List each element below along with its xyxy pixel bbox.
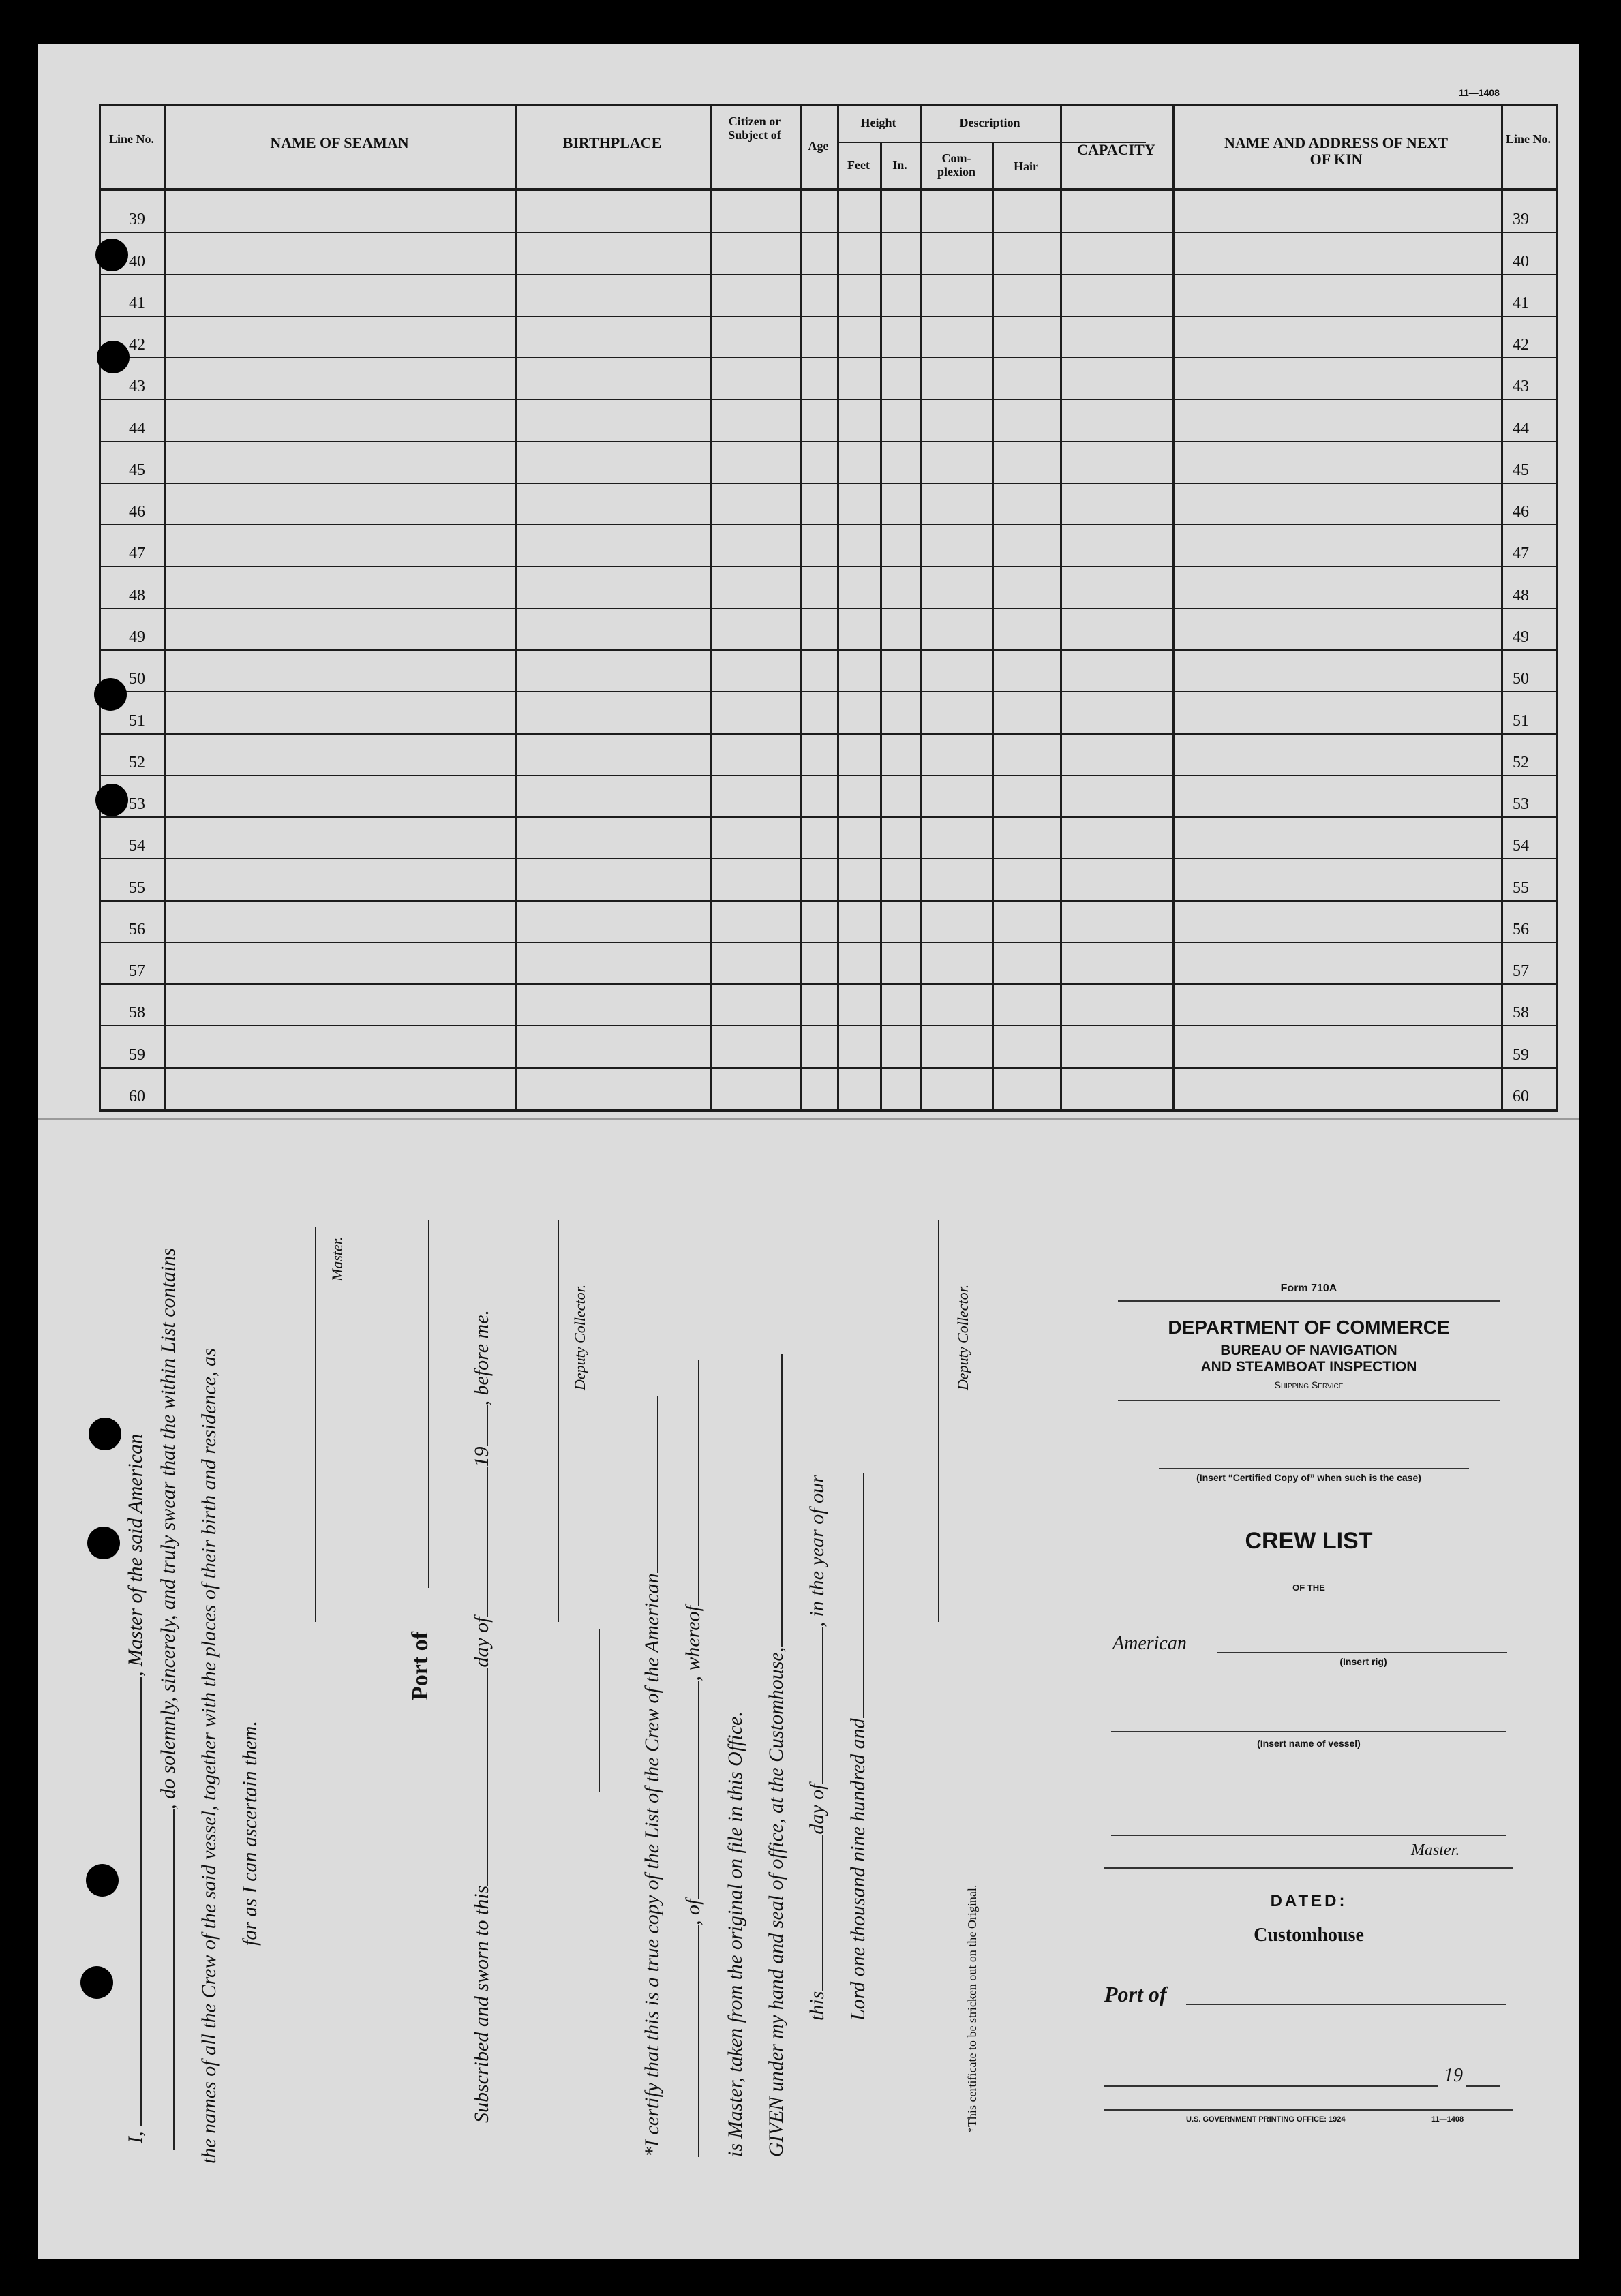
row-number-right: 45 (1513, 461, 1529, 479)
table-bottom-rule (99, 1109, 1558, 1112)
row-number-left: 55 (129, 878, 145, 897)
row-rule (99, 733, 1558, 735)
oath-text: day of (470, 1617, 493, 1668)
row-number-right: 49 (1513, 628, 1529, 646)
row-number-right: 40 (1513, 252, 1529, 271)
row-number-left: 56 (129, 920, 145, 938)
punch-hole (97, 341, 130, 373)
oath-line-1 (124, 1434, 147, 2143)
certify-line-4 (765, 1354, 788, 2157)
oath-line-3: the names of all the Crew of the said vessel, together with the places of their birth and residence, as (198, 1348, 220, 2164)
row-number-left: 58 (129, 1004, 145, 1022)
cover-date-blank (1104, 2085, 1438, 2087)
fold-line (38, 1118, 1579, 1120)
deputy-signature-line (558, 1220, 559, 1622)
header-line-no: Line No. (108, 132, 154, 146)
row-number-left: 42 (129, 336, 145, 354)
blank (173, 1809, 175, 2150)
cover-insert-rig: (Insert rig) (1339, 1656, 1387, 1667)
cover-form-number: Form 710A (1280, 1283, 1337, 1294)
row-number-left: 46 (129, 503, 145, 521)
blank (822, 1835, 823, 1991)
row-number-right: 58 (1513, 1004, 1529, 1022)
row-number-left: 47 (129, 545, 145, 563)
row-rule (99, 775, 1558, 776)
row-rule (99, 483, 1558, 484)
punch-hole (89, 1418, 121, 1450)
row-rule (99, 816, 1558, 818)
header-inches: In. (892, 158, 907, 172)
row-number-left: 43 (129, 378, 145, 396)
row-number-right: 53 (1513, 795, 1529, 814)
cover-dated: DATED: (1270, 1892, 1348, 1910)
oath-text: , in the year of our (806, 1475, 828, 1627)
row-rule (99, 566, 1558, 567)
blank (698, 1360, 699, 1606)
oath-text: , of (682, 1899, 704, 1925)
header-capacity: CAPACITY (1077, 141, 1155, 158)
cover-department: DEPARTMENT OF COMMERCE (1168, 1317, 1450, 1338)
punch-hole (87, 1527, 120, 1559)
oath-line-2 (157, 1248, 180, 2150)
row-rule (99, 608, 1558, 609)
row-number-left: 57 (129, 962, 145, 981)
row-number-left: 59 (129, 1045, 145, 1064)
cover-cert-blank (1159, 1468, 1469, 1469)
punch-hole (86, 1864, 119, 1897)
row-number-right: 56 (1513, 920, 1529, 938)
row-rule (99, 1025, 1558, 1026)
certify-line-1 (641, 1396, 664, 2157)
cover-bureau-1: BUREAU OF NAVIGATION (1220, 1343, 1397, 1358)
row-rule (99, 524, 1558, 525)
row-number-left: 40 (129, 252, 145, 271)
row-rule (99, 274, 1558, 275)
row-rule (99, 441, 1558, 442)
punch-hole (94, 678, 127, 711)
footnote: *This certificate to be stricken out on the Original. (965, 1884, 979, 2133)
port-blank (428, 1220, 429, 1588)
row-number-left: 45 (129, 461, 145, 479)
blank (140, 1677, 142, 2126)
row-number-right: 46 (1513, 503, 1529, 521)
header-description: Description (959, 116, 1020, 129)
cover-year-19: 19 (1444, 2065, 1463, 2086)
oath-text: Subscribed and sworn to this (470, 1885, 493, 2123)
punch-hole (80, 1966, 113, 1999)
oath-text: GIVEN under my hand and seal of office, at the Customhouse, (765, 1647, 787, 2157)
row-rule (99, 983, 1558, 985)
row-number-right: 43 (1513, 378, 1529, 396)
certify-line-6 (847, 1473, 870, 2021)
cover-insert-cert-note: (Insert “Certified Copy of” when such is the case) (1196, 1472, 1421, 1483)
cover-printer-imprint: U.S. GOVERNMENT PRINTING OFFICE: 1924 (1186, 2115, 1346, 2124)
row-rule (99, 316, 1558, 317)
row-number-left: 50 (129, 670, 145, 688)
blank (698, 1681, 699, 1899)
header-height: Height (860, 116, 896, 129)
oath-text: I, (124, 2126, 147, 2143)
cover-vessel-blank (1111, 1731, 1506, 1732)
seal-line (599, 1629, 600, 1792)
oath-text: Lord one thousand nine hundred and (847, 1718, 869, 2021)
vrule (992, 143, 994, 1112)
master-label: Master. (329, 1236, 346, 1281)
oath-line-4: far as I can ascertain them. (239, 1721, 261, 1946)
certify-line-2 (682, 1360, 705, 2157)
punch-hole (95, 784, 128, 816)
row-rule (99, 357, 1558, 358)
certify-line-5 (806, 1475, 829, 2021)
cover-insert-vessel: (Insert name of vessel) (1257, 1738, 1361, 1749)
cover-rule (1104, 1867, 1513, 1869)
punch-hole (95, 239, 128, 271)
row-number-left: 48 (129, 586, 145, 604)
table-top-rule (99, 104, 1558, 106)
row-number-right: 60 (1513, 1088, 1529, 1105)
blank (863, 1473, 864, 1718)
row-number-right: 48 (1513, 586, 1529, 604)
row-number-right: 54 (1513, 837, 1529, 855)
row-rule (99, 1067, 1558, 1069)
oath-text: day of (806, 1784, 828, 1835)
row-number-right: 55 (1513, 878, 1529, 897)
oath-text: 19 (470, 1446, 493, 1467)
header-feet: Feet (847, 158, 870, 172)
oath-text: , before me. (470, 1309, 493, 1406)
oath-text: , do solemnly, sincerely, and truly swear that the within List contains (157, 1248, 179, 1809)
table-header-rule (99, 188, 1558, 191)
form-number-top: 11—1408 (1459, 87, 1500, 98)
master-signature-line (315, 1227, 316, 1622)
deputy-collector-label-1: Deputy Collector. (571, 1284, 588, 1390)
blank (487, 1405, 488, 1446)
row-number-right: 41 (1513, 294, 1529, 312)
cover-crew-list-title: CREW LIST (1245, 1528, 1373, 1554)
header-complexion: Com-plexion (937, 151, 975, 179)
crew-table (99, 104, 1558, 1112)
row-rule (99, 649, 1558, 651)
row-rule (99, 399, 1558, 400)
cover-rule (1118, 1400, 1500, 1401)
row-rule (99, 900, 1558, 902)
subscribed-line (470, 1310, 494, 2123)
blank (822, 1627, 823, 1784)
blank (781, 1354, 783, 1647)
blank (698, 1925, 699, 2157)
row-number-right: 44 (1513, 419, 1529, 438)
row-number-right: 51 (1513, 711, 1529, 730)
row-number-right: 52 (1513, 753, 1529, 771)
cover-american: American (1112, 1633, 1187, 1654)
row-number-right: 57 (1513, 962, 1529, 981)
header-name-of-seaman: NAME OF SEAMAN (270, 134, 409, 151)
header-line-no-right: Line No. (1505, 132, 1551, 146)
cover-rule (1118, 1300, 1500, 1302)
row-number-left: 52 (129, 753, 145, 771)
row-number-right: 39 (1513, 211, 1529, 229)
vrule (880, 143, 882, 1112)
cover-of-the: OF THE (1292, 1582, 1325, 1593)
oath-text: *I certify that this is a true copy of the List of the Crew of the American (641, 1573, 663, 2157)
row-number-left: 54 (129, 837, 145, 855)
header-citizen: Citizen or Subject of (728, 114, 781, 142)
oath-text: , whereof (682, 1606, 704, 1681)
row-number-left: 51 (129, 711, 145, 730)
header-next-of-kin: NAME AND ADDRESS OF NEXT OF KIN (1224, 134, 1448, 168)
row-rule (99, 942, 1558, 943)
cover-rig-blank (1217, 1652, 1507, 1653)
row-number-left: 44 (129, 419, 145, 438)
certify-line-3: is Master, taken from the original on file in this Office. (724, 1711, 746, 2157)
header-birthplace: BIRTHPLACE (562, 134, 662, 151)
row-number-left: 39 (129, 211, 145, 229)
cover-bureau-2: AND STEAMBOAT INSPECTION (1200, 1359, 1417, 1375)
cover-customhouse: Customhouse (1254, 1925, 1364, 1946)
row-number-right: 50 (1513, 670, 1529, 688)
row-number-left: 41 (129, 294, 145, 312)
oath-text: this (806, 1991, 828, 2021)
row-rule (99, 858, 1558, 859)
cover-year-blank (1466, 2085, 1500, 2087)
header-age: Age (808, 139, 829, 153)
row-number-right: 47 (1513, 545, 1529, 563)
row-number-right: 59 (1513, 1045, 1529, 1064)
cover-rule (1104, 2109, 1513, 2111)
oath-text: , Master of the said American (124, 1433, 147, 1677)
header-hair: Hair (1014, 159, 1038, 173)
deputy-collector-label-2: Deputy Collector. (954, 1284, 971, 1390)
blank (657, 1396, 658, 1573)
row-rule (99, 691, 1558, 692)
blank (487, 1668, 488, 1886)
blank (487, 1467, 488, 1617)
cover-port-blank (1186, 2004, 1506, 2005)
row-rule (99, 232, 1558, 233)
cover-master-label: Master. (1411, 1841, 1460, 1859)
row-number-left: 60 (129, 1088, 145, 1105)
row-number-left: 49 (129, 628, 145, 646)
row-number-left: 53 (129, 795, 145, 814)
cover-port-of: Port of (1104, 1982, 1167, 2006)
deputy-signature-line-2 (938, 1220, 939, 1622)
port-of-label: Port of (408, 1631, 433, 1700)
cover-shipping-service: Shipping Service (1274, 1379, 1344, 1390)
row-number-right: 42 (1513, 336, 1529, 354)
cover-master-blank (1111, 1835, 1506, 1836)
cover-form-number-bottom: 11—1408 (1431, 2115, 1464, 2124)
